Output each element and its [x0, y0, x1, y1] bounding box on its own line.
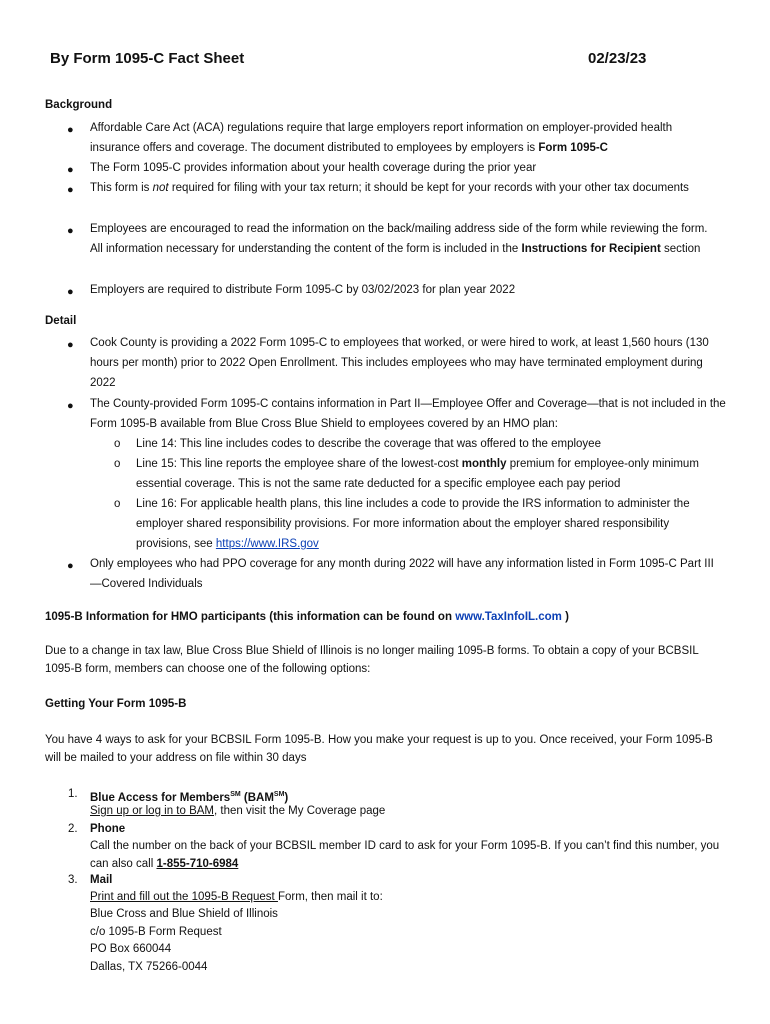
hmo-heading: 1095-B Information for HMO participants (this information can be found on www.TaxInfoIL.com ) [45, 611, 569, 623]
bam-link[interactable]: Sign up or log in to BAM [90, 805, 215, 817]
background-bullet-2: The Form 1095-C provides information about your health coverage during the prior year [90, 162, 537, 174]
background-bullet-4: Employees are encouraged to read the information on the back/mailing address side of the form while reviewing the form. All information necessary for understanding the content of the form is included in the Instructions for Recipient section [90, 223, 708, 255]
bullet-icon: ● [67, 400, 74, 412]
document-date: 02/23/23 [588, 50, 647, 67]
detail-bullet-1: Cook County is providing a 2022 Form 1095-C to employees that worked, or were hired to work, at least 1,560 hours (130 hours per month) prior to 2022 Open Enrollment. This includes employees who may have terminated employment during 2022 [90, 337, 709, 389]
option-number: 3. [68, 874, 78, 886]
mail-address-line-1: Blue Cross and Blue Shield of Illinois [90, 908, 278, 920]
hmo-paragraph: Due to a change in tax law, Blue Cross Blue Shield of Illinois is no longer mailing 1095-B forms. To obtain a copy of your BCBSIL 1095-B form, members can choose one of the following options: [45, 645, 699, 675]
option-bam-title: Blue Access for Members℠ (BAM℠) [90, 791, 289, 804]
bullet-icon: ● [67, 560, 74, 572]
option-bam-text: Sign up or log in to BAM, then visit the My Coverage page [90, 805, 386, 817]
bullet-icon: ● [67, 184, 74, 196]
mail-address-line-4: Dallas, TX 75266-0044 [90, 961, 208, 973]
detail-bullet-3: Only employees who had PPO coverage for any month during 2022 will have any information listed in Form 1095-C Part III—Covered Individuals [90, 558, 714, 590]
option-phone-text: Call the number on the back of your BCBSIL member ID card to ask for your Form 1095-B. If you can’t find this number, you can also call 1-855-710-6984 [90, 840, 720, 870]
sub-bullet-icon: o [114, 458, 121, 470]
option-phone-title: Phone [90, 823, 126, 835]
bullet-icon: ● [67, 225, 74, 237]
detail-bullet-2: The County-provided Form 1095-C contains information in Part II—Employee Offer and Coverage—that is not included in the Form 1095-B available from Blue Cross Blue Shield to employees covered by an HMO plan: [90, 398, 726, 430]
taxinfoil-link[interactable]: www.TaxInfoIL.com [455, 611, 562, 623]
bullet-icon: ● [67, 164, 74, 176]
mail-address-line-2: c/o 1095-B Form Request [90, 926, 222, 938]
mail-address-line-3: PO Box 660044 [90, 943, 172, 955]
detail-heading: Detail [45, 315, 77, 327]
phone-number-link[interactable]: 1-855-710-6984 [156, 857, 239, 870]
bullet-icon: ● [67, 339, 74, 351]
detail-subbullet-line-16: Line 16: For applicable health plans, this line includes a code to provide the IRS information to administer the employer shared responsibility provisions. For more information about the employer shared responsibility provisions, see https://www.IRS.gov [136, 498, 690, 550]
page-title: By Form 1095-C Fact Sheet [50, 50, 245, 67]
background-bullet-1: Affordable Care Act (ACA) regulations require that large employers report information on employer-provided health insurance offers and coverage. The document distributed to employees by employers is Form 1095-C [90, 122, 673, 154]
option-mail-title: Mail [90, 874, 113, 886]
getting-heading: Getting Your Form 1095-B [45, 698, 187, 710]
sub-bullet-icon: o [114, 498, 121, 510]
request-form-link[interactable]: Print and fill out the 1095-B Request [90, 891, 278, 903]
option-number: 2. [68, 823, 78, 835]
irs-link[interactable]: https://www.IRS.gov [215, 538, 319, 550]
option-number: 1. [68, 788, 78, 800]
detail-subbullet-line-15: Line 15: This line reports the employee share of the lowest-cost monthly premium for employee-only minimum essential coverage. This is not the same rate deducted for a specific employee each pay period [136, 458, 699, 490]
detail-subbullet-line-14: Line 14: This line includes codes to describe the coverage that was offered to the employee [136, 438, 601, 450]
background-heading: Background [45, 99, 113, 111]
sub-bullet-icon: o [114, 438, 121, 450]
option-mail-text: Print and fill out the 1095-B Request Form, then mail it to: [90, 891, 383, 903]
getting-paragraph: You have 4 ways to ask for your BCBSIL Form 1095-B. How you make your request is up to you. Once received, your Form 1095-B will be mailed to your address on file within 30 days [45, 734, 713, 764]
bullet-icon: ● [67, 124, 74, 136]
background-bullet-3: This form is not required for filing with your tax return; it should be kept for your records with your other tax documents [90, 182, 689, 194]
bullet-icon: ● [67, 286, 74, 298]
background-bullet-5: Employers are required to distribute Form 1095-C by 03/02/2023 for plan year 2022 [90, 284, 516, 296]
